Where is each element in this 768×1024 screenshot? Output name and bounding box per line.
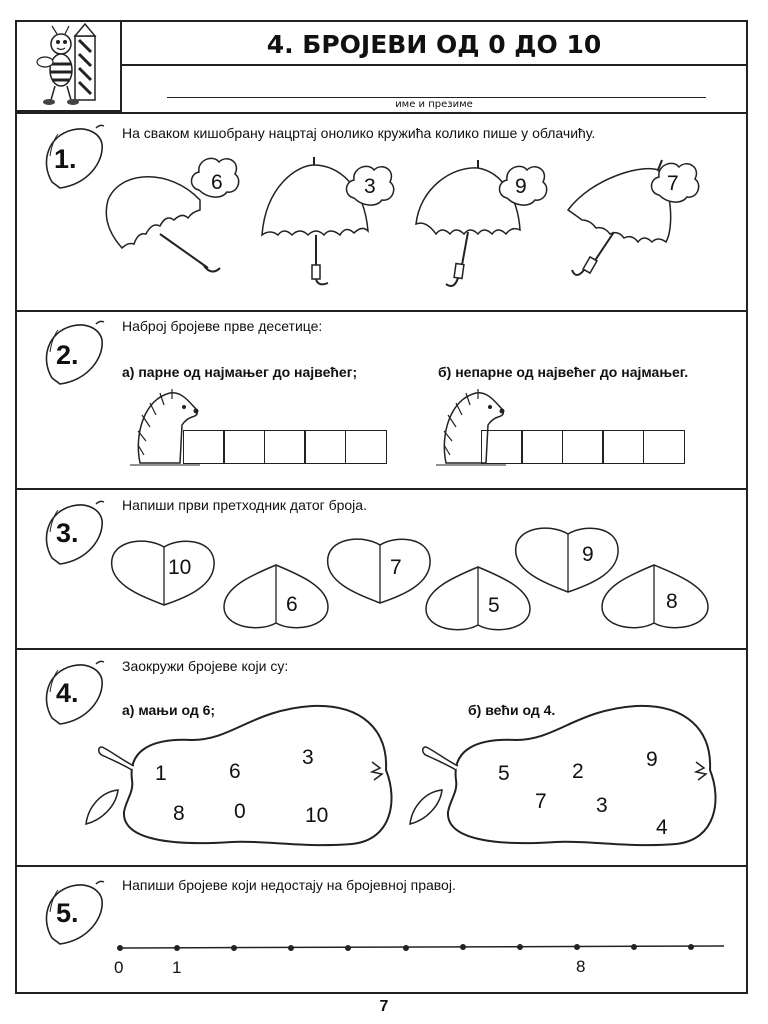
answer-box[interactable] [183,430,225,464]
cloud-number: 7 [667,172,679,195]
answer-box[interactable] [562,430,604,464]
number-line-label: 0 [114,958,124,977]
divider [17,488,746,490]
task-number: 5. [56,898,79,928]
name-write-line [167,97,706,98]
page-number: 7 [379,998,389,1015]
pear-number: 9 [646,748,658,771]
task-part-a: а) мањи од 6; [122,702,216,718]
leaf-number: 7 [390,556,402,579]
answer-box[interactable] [223,430,265,464]
task-part-b: б) већи од 4. [468,702,556,718]
pear-number: 5 [498,762,510,785]
leaf-number: 5 [488,594,500,617]
task-number: 1. [54,144,77,174]
leaf-shape-icon [324,533,434,605]
divider [17,865,746,867]
answer-box[interactable] [304,430,346,464]
leaf-shape-icon [600,563,712,635]
pear-number: 1 [155,762,167,785]
pear-number: 2 [572,760,584,783]
task-number: 3. [56,518,79,548]
page-title: 4. БРОЈЕВИ ОД 0 ДО 10 [122,22,746,66]
task-instruction: На сваком кишобрану нацртај онолико кружића колико пише у облачићу. [122,125,596,141]
cloud-number: 6 [211,171,223,194]
answer-box[interactable] [264,430,306,464]
divider [17,648,746,650]
number-line-label: 8 [576,957,586,976]
pear-number: 0 [234,800,246,823]
task-number: 2. [56,340,79,370]
pear-icon [82,700,402,850]
leaf-number: 6 [286,593,298,616]
leaf-number: 10 [168,556,192,579]
pear-number: 4 [656,816,668,839]
bee-pencil-mascot-icon [17,22,118,108]
answer-box[interactable] [481,430,523,464]
leaf-shape-icon [222,563,332,635]
answer-box[interactable] [602,430,644,464]
number-line [110,938,730,958]
task-instruction: Наброј бројеве прве десетице: [122,318,323,334]
task-part-b: б) непарне од највећег до најмањег. [438,364,689,380]
answer-box[interactable] [345,430,387,464]
divider [17,112,746,114]
task-part-a: а) парне од најмањег до највећег; [122,364,358,380]
cloud-number: 3 [364,175,376,198]
pear-number: 10 [305,804,329,827]
task-instruction: Напиши бројеве који недостају на бројевној правој. [122,877,456,893]
task-instruction: Напиши први претходник датог броја. [122,497,367,513]
answer-box[interactable] [521,430,563,464]
pear-number: 8 [173,802,185,825]
name-label: име и презиме [395,99,473,110]
leaf-shape-icon [108,535,218,607]
task-instruction: Заокружи бројеве који су: [122,658,289,674]
answer-boxes[interactable] [184,430,387,464]
answer-boxes[interactable] [482,430,685,464]
mascot-box [17,22,122,112]
task-number: 4. [56,678,79,708]
pear-icon [406,700,726,850]
pear-number: 3 [596,794,608,817]
pear-number: 3 [302,746,314,769]
number-line-label: 1 [172,958,182,977]
pear-number: 6 [229,760,241,783]
leaf-number: 9 [582,543,594,566]
cloud-number: 9 [515,175,527,198]
answer-box[interactable] [643,430,685,464]
divider [17,310,746,312]
pear-number: 7 [535,790,547,813]
leaf-number: 8 [666,590,678,613]
